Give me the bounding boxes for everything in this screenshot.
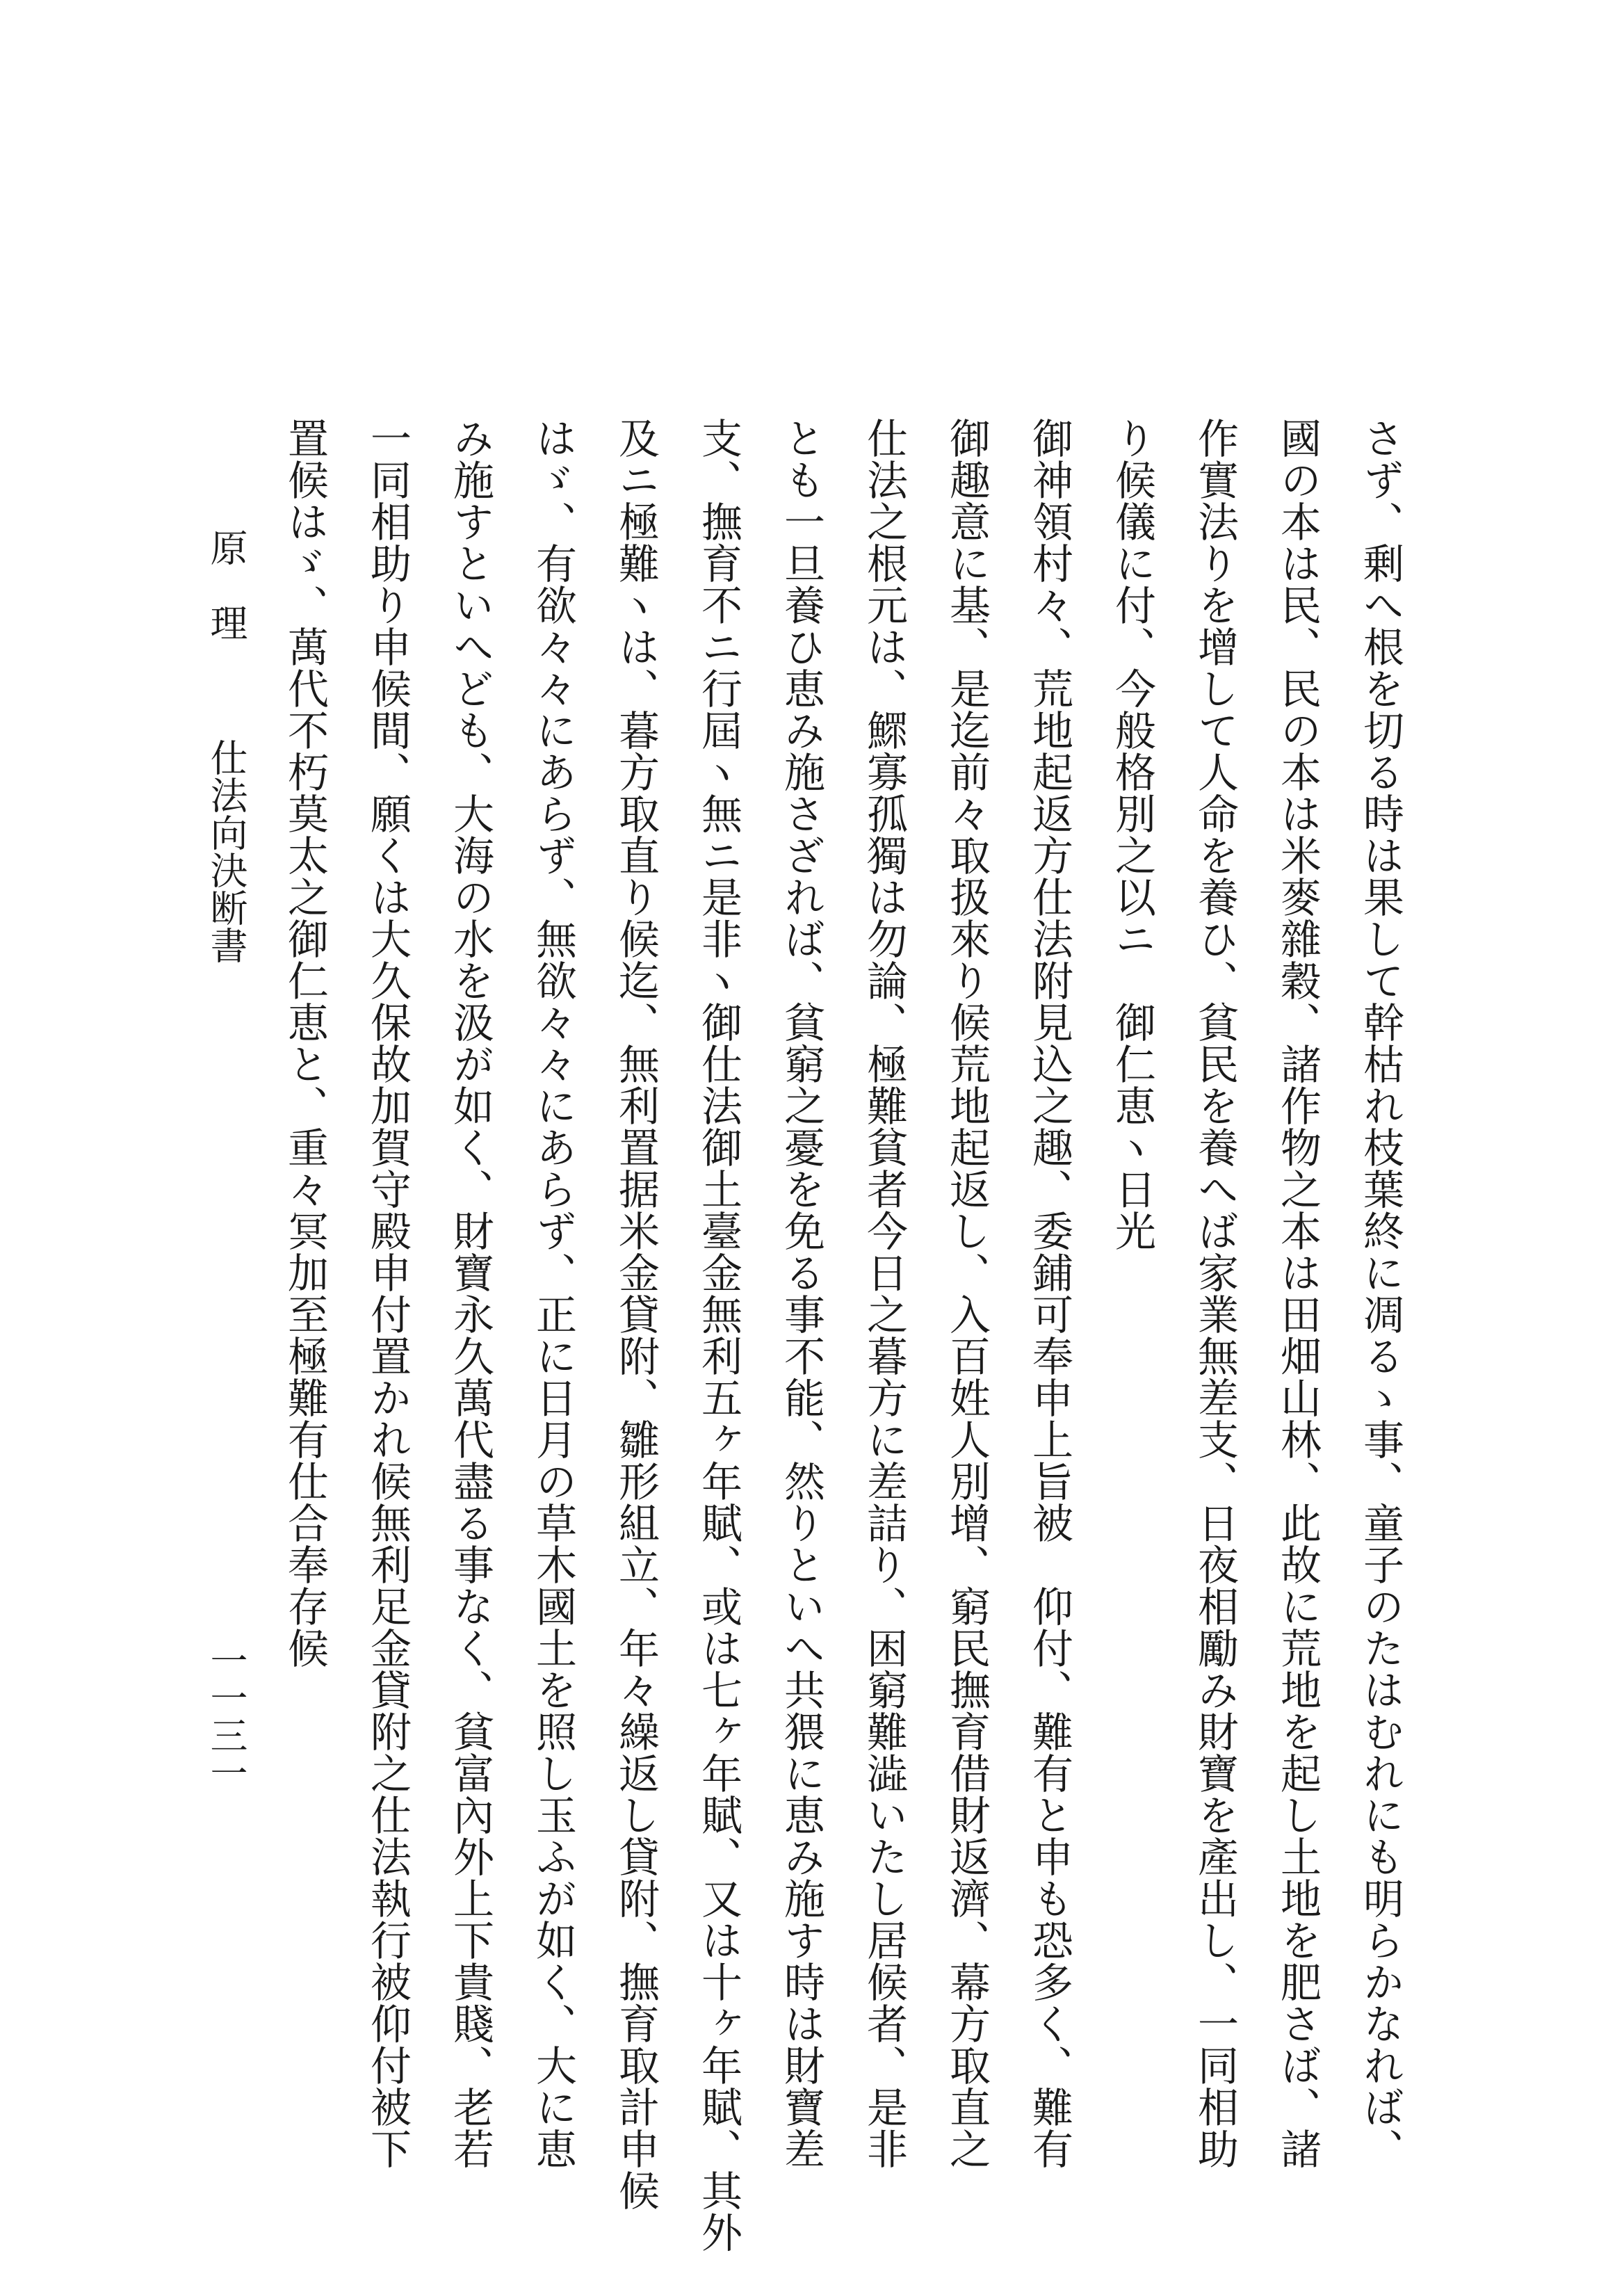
text-line: とも一旦養ひ恵み施さざれば、貧窮之憂を免る事不能、然りといへ共猥に恵み施す時は財寶差 <box>777 417 825 2170</box>
text-line: 御趣意に基、是迄前々取扱來り候荒地起返し、入百姓人別增、窮民撫育借財返濟、幕方取直之 <box>943 417 991 2170</box>
text-line: 國の本は民、民の本は米麥雜穀、諸作物之本は田畑山林、此故に荒地を起し土地を肥さば、諸 <box>1274 417 1322 2170</box>
text-line: 一同相助り申候間、願くは大久保故加賀守殿申付置かれ候無利足金貸附之仕法執行被仰付被下 <box>364 417 412 2170</box>
text-line: さず、剰へ根を切る時は果して幹枯れ枝葉終に凋るゝ事、童子のたはむれにも明らかなれば、 <box>1356 417 1404 2170</box>
running-header <box>202 528 250 1085</box>
text-line: 仕法之根元は、鰥寡孤獨は勿論、極難貧者今日之暮方に差詰り、困窮難澁いたし居候者、是非 <box>860 417 908 2170</box>
document-title: 仕法向決断書 <box>204 739 248 964</box>
body-text <box>281 417 1422 2253</box>
text-line: 支、撫育不ニ行屆ヽ無ニ是非ヽ御仕法御土臺金無利五ヶ年賦、或は七ヶ年賦、又は十ヶ年賦、其外 <box>695 417 742 2253</box>
text-line: 置候はゞ、萬代不朽莫太之御仁恵と、重々冥加至極難有仕合奉存候 <box>281 417 329 1669</box>
text-line: はゞ、有欲々々にあらず、無欲々々にあらず、正に日月の草木國土を照し玉ふが如く、大に恵 <box>529 417 577 2170</box>
page-number: 一一三一 <box>204 1641 248 1791</box>
text-line: 御神領村々、荒地起返方仕法附見込之趣、委鋪可奉申上旨被 仰付、難有と申も恐多く、難有 <box>1025 417 1073 2170</box>
text-line: 作實法りを增して人命を養ひ、貧民を養へば家業無差支、日夜相勵み財寶を產出し、一同相助 <box>1191 417 1239 2170</box>
section-label: 原 理 <box>204 528 248 641</box>
text-line: み施すといへども、大海の水を汲が如く、財寶永久萬代盡る事なく、貧富內外上下貴賤、老若 <box>446 417 494 2170</box>
text-line: り候儀に付、今般格別之以ニ 御仁恵ヽ日光 <box>1108 417 1156 1252</box>
text-line: 及ニ極難ヽは、暮方取直り候迄、無利置据米金貸附、雛形組立、年々繰返し貸附、撫育取計申候 <box>612 417 660 2211</box>
